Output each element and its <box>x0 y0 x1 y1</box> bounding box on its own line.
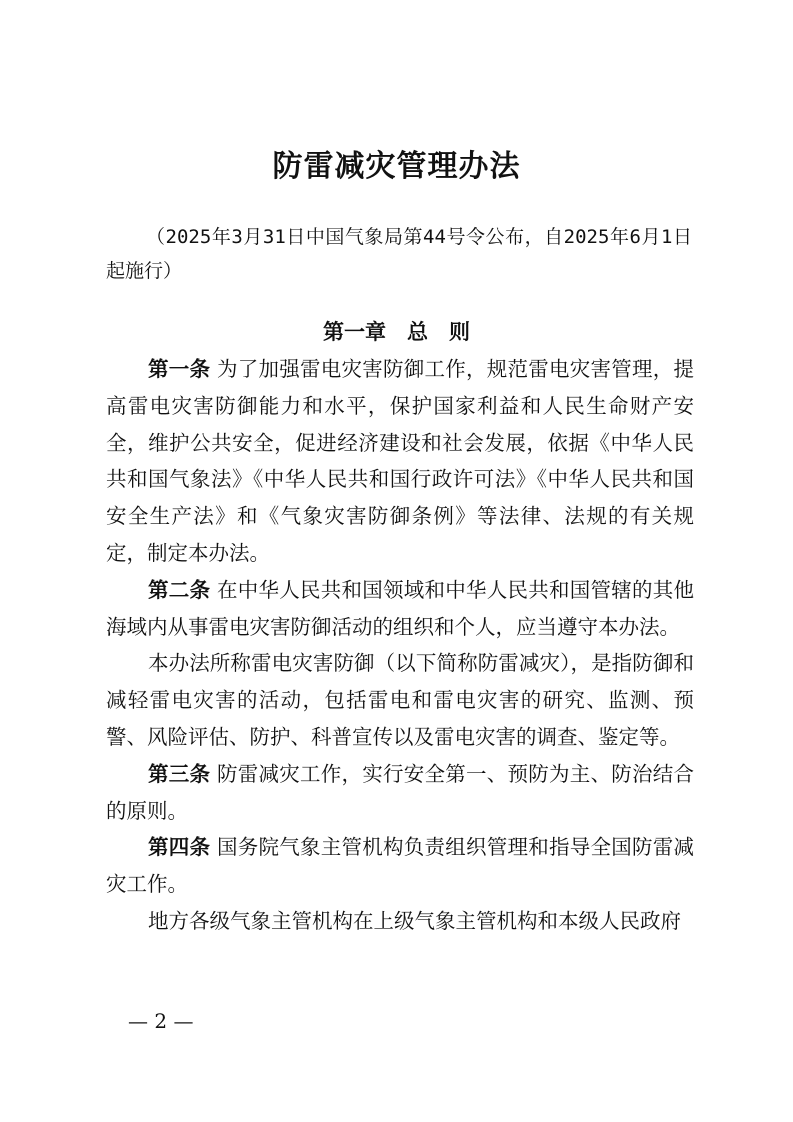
article-label: 第三条 <box>148 761 211 786</box>
paragraph-article-4-cont <box>106 903 694 940</box>
paragraph-text: 国务院气象主管机构负责组织管理和指导全国防雷减灾工作。 <box>106 835 694 897</box>
article-label: 第一条 <box>148 357 211 381</box>
paragraph-text: 防雷减灾工作，实行安全第一、预防为主、防治结合的原则。 <box>106 761 694 823</box>
paragraph-text: 本办法所称雷电灾害防御（以下简称防雷减灾），是指防御和减轻雷电灾害的活动，包括雷电和雷电灾害的研究、监测、预警、风险评估、防护、科普宣传以及雷电灾害的调查、鉴定等。 <box>106 651 694 749</box>
body-text <box>106 351 694 940</box>
paragraph-text: 为了加强雷电灾害防御工作，规范雷电灾害管理，提高雷电灾害防御能力和水平，保护国家利益和人民生命财产安全，维护公共安全，促进经济建设和社会发展，依据《中华人民共和国气象法》《中华人民共和国行政许可法》《中华人民共和国安全生产法》和《气象灾害防御条例》等法律、法规的有关规定，制定本办法。 <box>106 357 694 565</box>
article-label: 第二条 <box>148 577 211 602</box>
paragraph-text: 地方各级气象主管机构在上级气象主管机构和本级人民政府 <box>148 908 681 933</box>
paragraph-article-3 <box>106 756 694 830</box>
page-number: — 2 — <box>128 1009 194 1033</box>
document-title: 防雷减灾管理办法 <box>272 149 521 184</box>
document-subtitle: （2025年3月31日中国气象局第44号令公布，自2025年6月1日起施行） <box>106 226 692 282</box>
paragraph-text: 在中华人民共和国领域和中华人民共和国管辖的其他海域内从事雷电灾害防御活动的组织和个人，应当遵守本办法。 <box>106 577 694 639</box>
paragraph-article-2 <box>106 572 694 646</box>
chapter-heading: 第一章 总 则 <box>323 320 470 344</box>
paragraph-article-1 <box>106 351 694 572</box>
article-label: 第四条 <box>148 835 211 860</box>
paragraph-article-4 <box>106 829 694 903</box>
paragraph-article-2-cont <box>106 645 694 755</box>
